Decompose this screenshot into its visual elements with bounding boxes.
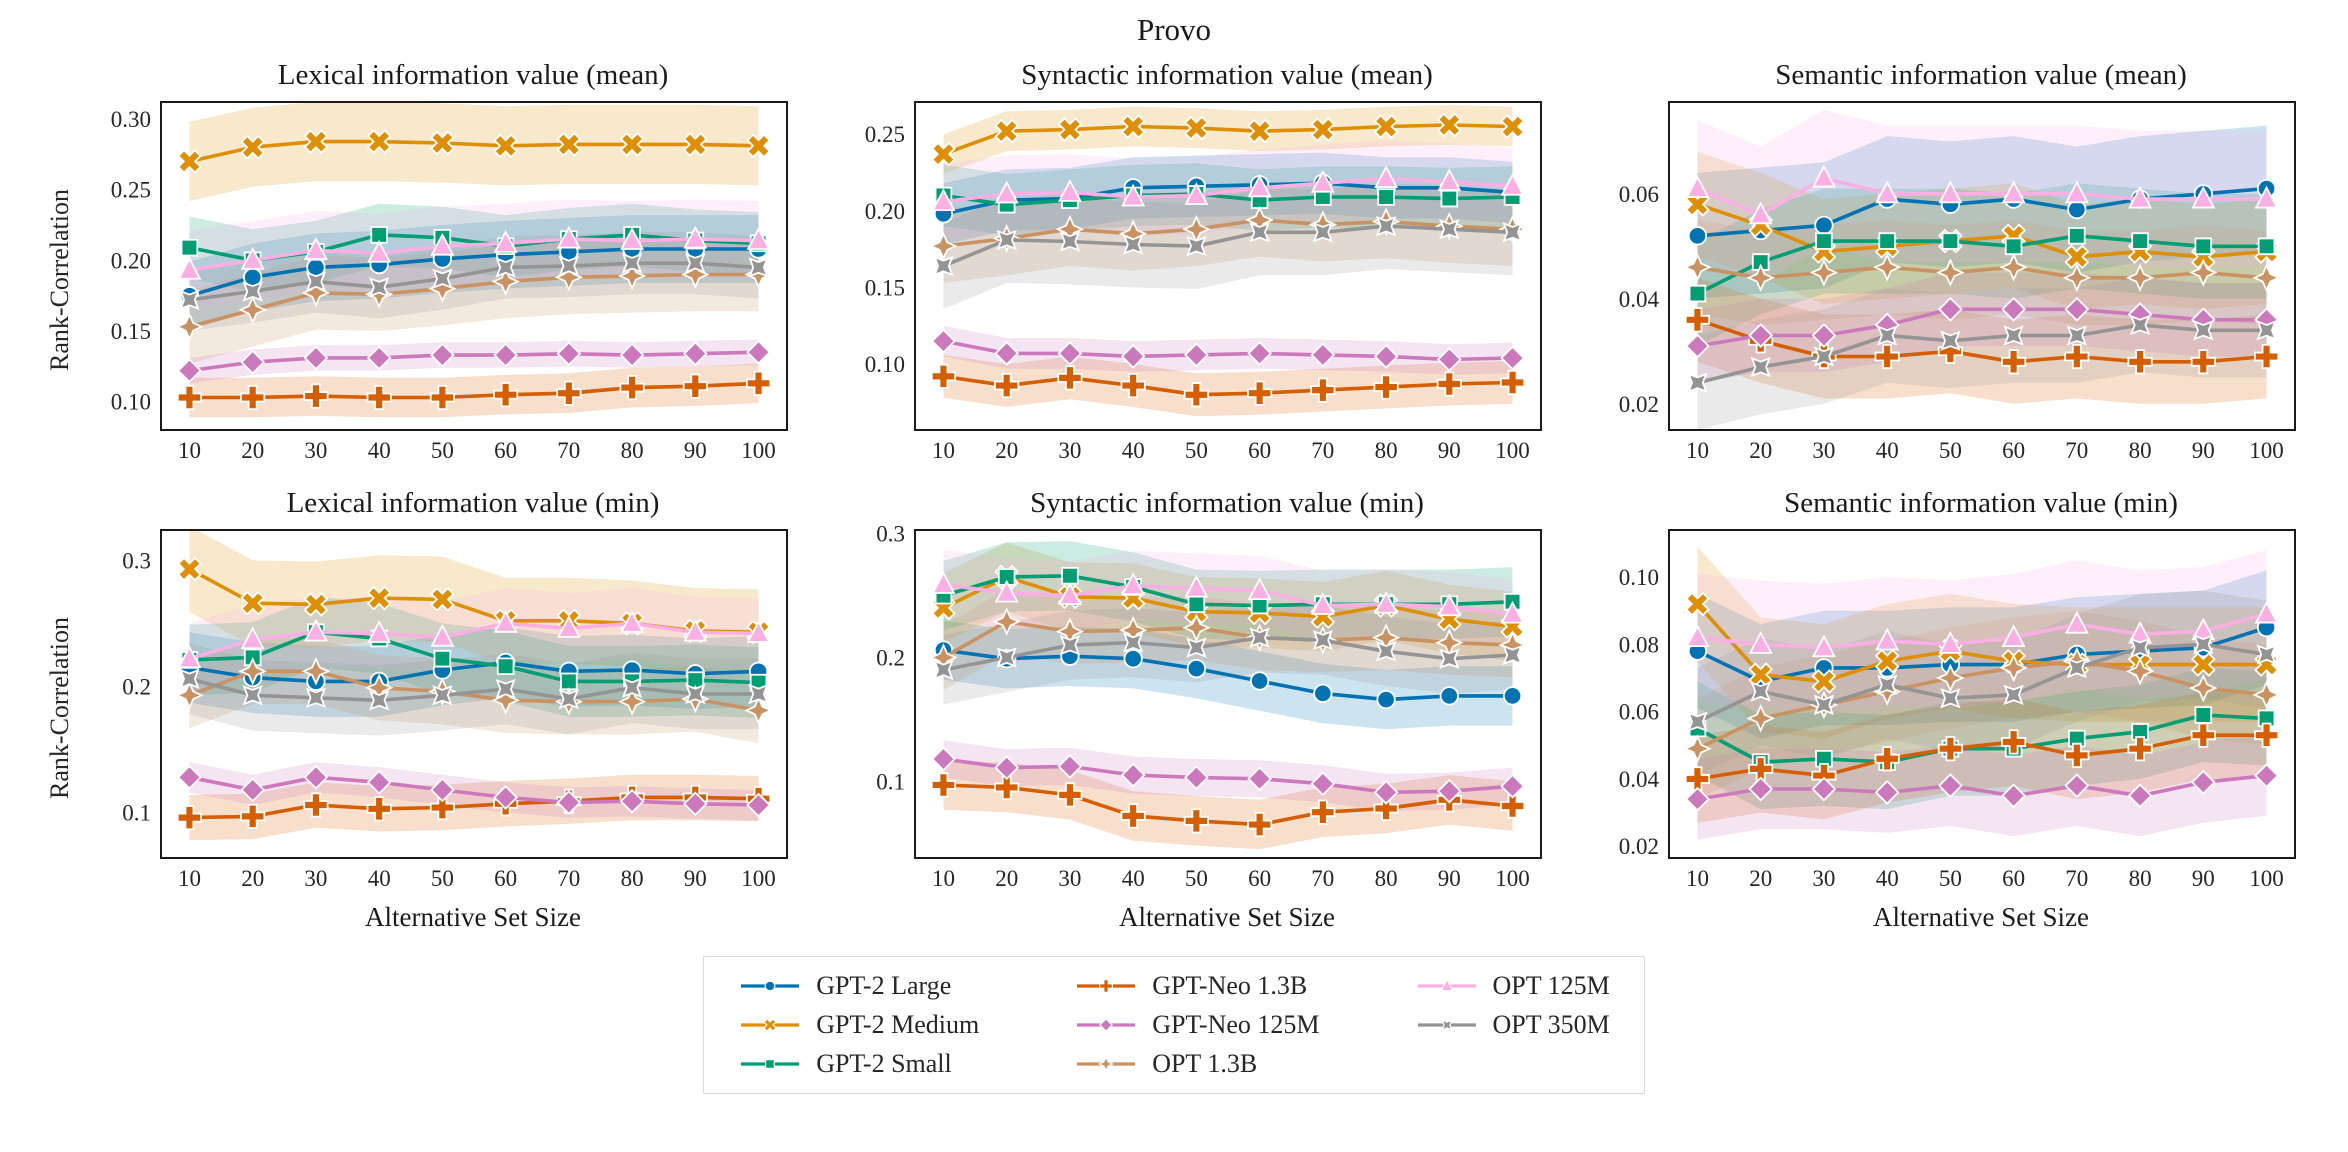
chart-syntactic-mean — [835, 94, 1555, 466]
legend-marker-opt-125m — [1415, 972, 1479, 1000]
svg-text:40: 40 — [1875, 866, 1899, 891]
svg-text:90: 90 — [683, 438, 707, 463]
svg-text:0.02: 0.02 — [1618, 834, 1659, 860]
svg-text:100: 100 — [2249, 866, 2284, 891]
svg-text:30: 30 — [1058, 866, 1082, 891]
svg-text:0.3: 0.3 — [122, 548, 151, 574]
svg-text:100: 100 — [741, 866, 776, 891]
svg-text:60: 60 — [1248, 438, 1272, 463]
subplot-semantic-mean — [1589, 54, 2309, 466]
svg-text:0.08: 0.08 — [1618, 632, 1659, 658]
chart-title-lexical-mean: Lexical information value (mean) — [277, 59, 669, 91]
svg-text:80: 80 — [2128, 438, 2152, 463]
y-axis-label: Rank-Correlation — [45, 617, 74, 799]
svg-text:40: 40 — [367, 438, 391, 463]
svg-text:0.30: 0.30 — [110, 106, 151, 132]
x-axis-label: Alternative Set Size — [1119, 902, 1335, 932]
chart-semantic-min — [1589, 522, 2309, 894]
y-axis-label: Rank-Correlation — [45, 189, 74, 371]
svg-text:20: 20 — [241, 866, 265, 891]
legend-marker-gpt-neo-125m — [1074, 1011, 1138, 1039]
svg-text:70: 70 — [1311, 438, 1335, 463]
svg-text:40: 40 — [1875, 438, 1899, 463]
svg-text:50: 50 — [1938, 438, 1962, 463]
svg-text:20: 20 — [995, 438, 1019, 463]
svg-text:0.15: 0.15 — [110, 319, 151, 345]
legend-item-opt-1-3b — [1074, 1049, 1319, 1079]
subplot-row-min — [39, 482, 2309, 938]
svg-text:0.20: 0.20 — [110, 248, 151, 274]
legend-item-gpt-2-small — [738, 1049, 979, 1079]
svg-text:70: 70 — [557, 866, 581, 891]
legend-grid — [738, 971, 1610, 1079]
chart-title-syntactic-min: Syntactic information value (min) — [1030, 487, 1424, 519]
svg-text:0.15: 0.15 — [864, 275, 905, 301]
legend-label-gpt-neo-125m: GPT-Neo 125M — [1152, 1010, 1320, 1039]
legend-item-gpt-neo-125m — [1074, 1010, 1319, 1040]
svg-text:80: 80 — [620, 866, 644, 891]
svg-text:70: 70 — [2065, 438, 2089, 463]
svg-text:80: 80 — [1374, 866, 1398, 891]
svg-text:30: 30 — [304, 438, 328, 463]
svg-text:50: 50 — [430, 438, 454, 463]
legend-label-opt-1-3b: OPT 1.3B — [1152, 1049, 1258, 1078]
svg-text:0.2: 0.2 — [122, 674, 151, 700]
svg-text:20: 20 — [995, 866, 1019, 891]
svg-text:0.10: 0.10 — [1618, 565, 1659, 591]
chart-title-semantic-mean: Semantic information value (mean) — [1775, 59, 2187, 91]
chart-title-semantic-min: Semantic information value (min) — [1784, 487, 2178, 519]
svg-text:90: 90 — [1437, 866, 1461, 891]
chart-lexical-min — [81, 522, 801, 894]
chart-syntactic-min — [835, 522, 1555, 894]
legend — [703, 956, 1645, 1094]
legend-marker-opt-1-3b — [1074, 1050, 1138, 1078]
svg-text:30: 30 — [1812, 866, 1836, 891]
subplot-row-mean — [39, 54, 2309, 466]
svg-text:60: 60 — [494, 438, 518, 463]
legend-marker-gpt-2-medium — [738, 1011, 802, 1039]
y-axis-label-wrap — [39, 54, 81, 466]
svg-text:40: 40 — [1121, 438, 1145, 463]
svg-text:0.25: 0.25 — [110, 177, 151, 203]
subplot-lexical-mean — [39, 54, 801, 466]
legend-label-gpt-2-small: GPT-2 Small — [816, 1049, 952, 1078]
svg-text:0.02: 0.02 — [1618, 391, 1659, 417]
svg-text:20: 20 — [1749, 438, 1773, 463]
svg-text:10: 10 — [932, 866, 955, 891]
svg-text:0.25: 0.25 — [864, 122, 905, 148]
svg-text:0.3: 0.3 — [876, 522, 905, 547]
svg-text:0.1: 0.1 — [122, 800, 151, 826]
chart-title-syntactic-mean: Syntactic information value (mean) — [1021, 59, 1433, 91]
svg-text:30: 30 — [1812, 438, 1836, 463]
legend-item-gpt-2-medium — [738, 1010, 979, 1040]
figure-title: Provo — [1136, 12, 1212, 47]
svg-text:100: 100 — [2249, 438, 2284, 463]
svg-text:50: 50 — [430, 866, 454, 891]
legend-item-gpt-2-large — [738, 971, 979, 1001]
svg-text:100: 100 — [741, 438, 776, 463]
svg-text:0.06: 0.06 — [1618, 699, 1659, 725]
svg-text:90: 90 — [2191, 438, 2215, 463]
svg-text:60: 60 — [494, 866, 518, 891]
svg-text:100: 100 — [1495, 438, 1530, 463]
svg-text:20: 20 — [1749, 866, 1773, 891]
svg-text:0.10: 0.10 — [110, 389, 151, 415]
svg-text:10: 10 — [932, 438, 955, 463]
svg-text:40: 40 — [1121, 866, 1145, 891]
legend-marker-gpt-neo-1-3b — [1074, 972, 1138, 1000]
legend-label-gpt-2-large: GPT-2 Large — [816, 971, 952, 1000]
svg-text:70: 70 — [557, 438, 581, 463]
svg-text:0.06: 0.06 — [1618, 181, 1659, 207]
svg-text:50: 50 — [1184, 866, 1208, 891]
svg-text:10: 10 — [1686, 866, 1709, 891]
svg-text:90: 90 — [2191, 866, 2215, 891]
legend-item-opt-350m — [1415, 1010, 1610, 1040]
svg-text:30: 30 — [1058, 438, 1082, 463]
svg-text:80: 80 — [1374, 438, 1398, 463]
subplot-syntactic-min — [835, 482, 1555, 938]
svg-text:0.04: 0.04 — [1618, 766, 1659, 792]
svg-text:70: 70 — [1311, 866, 1335, 891]
svg-text:0.2: 0.2 — [876, 645, 905, 671]
subplot-semantic-min — [1589, 482, 2309, 938]
legend-label-opt-350m: OPT 350M — [1492, 1010, 1610, 1039]
chart-lexical-mean — [81, 94, 801, 466]
svg-text:0.04: 0.04 — [1618, 286, 1659, 312]
svg-text:70: 70 — [2065, 866, 2089, 891]
chart-title-lexical-min: Lexical information value (min) — [286, 487, 660, 519]
svg-text:20: 20 — [241, 438, 265, 463]
svg-text:0.1: 0.1 — [876, 769, 905, 795]
x-axis-label: Alternative Set Size — [1873, 902, 2089, 932]
svg-text:60: 60 — [2002, 866, 2026, 891]
svg-text:10: 10 — [1686, 438, 1709, 463]
svg-text:60: 60 — [2002, 438, 2026, 463]
svg-text:40: 40 — [367, 866, 391, 891]
svg-text:80: 80 — [2128, 866, 2152, 891]
svg-text:50: 50 — [1184, 438, 1208, 463]
svg-text:60: 60 — [1248, 866, 1272, 891]
subplot-grid — [0, 54, 2348, 938]
svg-text:0.10: 0.10 — [864, 352, 905, 378]
legend-label-gpt-2-medium: GPT-2 Medium — [816, 1010, 980, 1039]
y-axis-label-wrap — [39, 482, 81, 938]
x-axis-label: Alternative Set Size — [365, 902, 581, 932]
svg-text:10: 10 — [178, 438, 201, 463]
svg-text:80: 80 — [620, 438, 644, 463]
legend-label-gpt-neo-1-3b: GPT-Neo 1.3B — [1152, 971, 1308, 1000]
svg-text:0.20: 0.20 — [864, 198, 905, 224]
legend-item-gpt-neo-1-3b — [1074, 971, 1319, 1001]
svg-text:10: 10 — [178, 866, 201, 891]
svg-text:100: 100 — [1495, 866, 1530, 891]
svg-text:50: 50 — [1938, 866, 1962, 891]
legend-marker-gpt-2-small — [738, 1050, 802, 1078]
subplot-lexical-min — [39, 482, 801, 938]
chart-semantic-mean — [1589, 94, 2309, 466]
svg-text:90: 90 — [683, 866, 707, 891]
svg-text:30: 30 — [304, 866, 328, 891]
legend-item-opt-125m — [1415, 971, 1610, 1001]
legend-marker-opt-350m — [1415, 1011, 1479, 1039]
svg-text:90: 90 — [1437, 438, 1461, 463]
legend-marker-gpt-2-large — [738, 972, 802, 1000]
subplot-syntactic-mean — [835, 54, 1555, 466]
legend-label-opt-125m: OPT 125M — [1492, 971, 1610, 1000]
